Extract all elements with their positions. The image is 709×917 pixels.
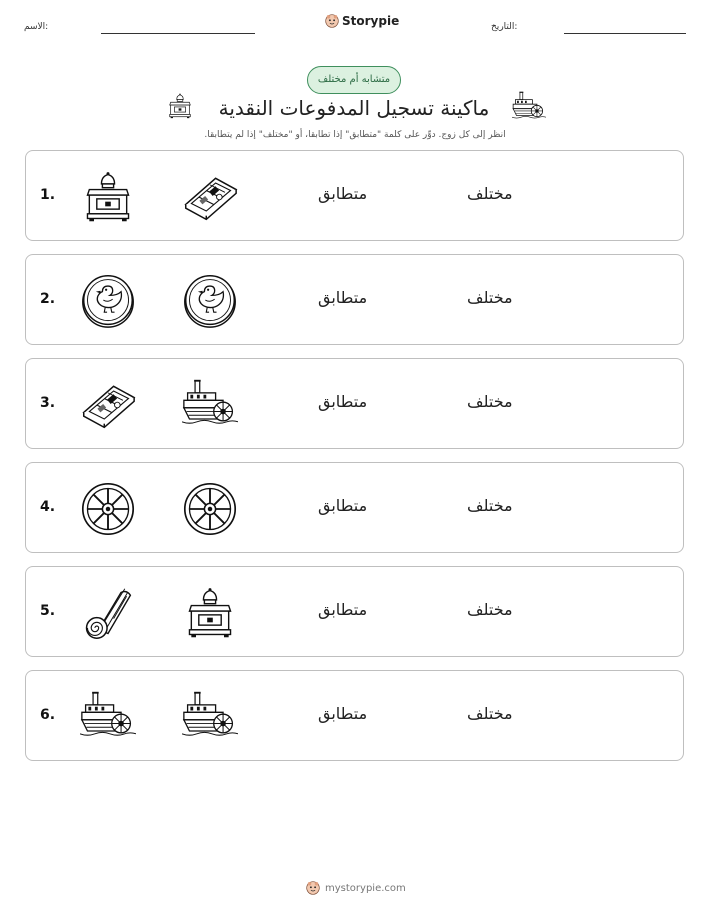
same-option[interactable]: متطابق — [318, 496, 368, 515]
different-option[interactable]: مختلف — [467, 496, 513, 515]
storypie-logo-icon — [325, 14, 339, 28]
steamboat-icon — [80, 689, 136, 745]
duck-coin-icon — [80, 273, 136, 329]
different-option[interactable]: مختلف — [467, 600, 513, 619]
different-option[interactable]: مختلف — [467, 184, 513, 203]
cash-register-icon — [80, 169, 136, 225]
row-number: 3. — [40, 395, 56, 411]
receipt-roll-icon — [80, 585, 136, 641]
exercise-row — [25, 358, 684, 449]
same-option[interactable]: متطابق — [318, 184, 368, 203]
cash-register-icon — [182, 585, 238, 641]
wheel-icon — [80, 481, 136, 537]
footer-url[interactable]: mystorypie.com — [325, 882, 406, 894]
page-title: ماكينة تسجيل المدفوعات النقدية — [218, 96, 490, 120]
brand-name: Storypie — [342, 14, 400, 28]
category-badge: متشابه أم مختلف — [307, 66, 401, 94]
instructions: انظر إلى كل زوج. دوِّر على كلمة "متطابق" إذا تطابقا، أو "مختلف" إذا لم يتطابقا. — [204, 130, 506, 140]
exercise-row — [25, 150, 684, 241]
row-number: 6. — [40, 707, 56, 723]
row-number: 2. — [40, 291, 56, 307]
cash-drawer-icon — [182, 169, 238, 225]
exercise-row — [25, 462, 684, 553]
steamboat-icon — [182, 377, 238, 433]
exercise-row — [25, 254, 684, 345]
brand-logo — [325, 14, 399, 28]
exercise-row — [25, 566, 684, 657]
steamboat-icon — [512, 90, 546, 128]
cash-drawer-icon — [80, 377, 136, 433]
different-option[interactable]: مختلف — [467, 288, 513, 307]
footer — [306, 881, 406, 895]
date-field-line[interactable] — [564, 33, 686, 34]
different-option[interactable]: مختلف — [467, 704, 513, 723]
row-number: 4. — [40, 499, 56, 515]
different-option[interactable]: مختلف — [467, 392, 513, 411]
duck-coin-icon — [182, 273, 238, 329]
exercise-row — [25, 670, 684, 761]
same-option[interactable]: متطابق — [318, 600, 368, 619]
row-number: 1. — [40, 187, 56, 203]
date-label: التاريخ: — [491, 22, 518, 32]
name-label: الاسم: — [24, 22, 49, 32]
wheel-icon — [182, 481, 238, 537]
cash-register-icon — [166, 92, 194, 124]
storypie-logo-icon — [306, 881, 320, 895]
same-option[interactable]: متطابق — [318, 288, 368, 307]
same-option[interactable]: متطابق — [318, 704, 368, 723]
steamboat-icon — [182, 689, 238, 745]
name-field-line[interactable] — [101, 33, 255, 34]
same-option[interactable]: متطابق — [318, 392, 368, 411]
row-number: 5. — [40, 603, 56, 619]
